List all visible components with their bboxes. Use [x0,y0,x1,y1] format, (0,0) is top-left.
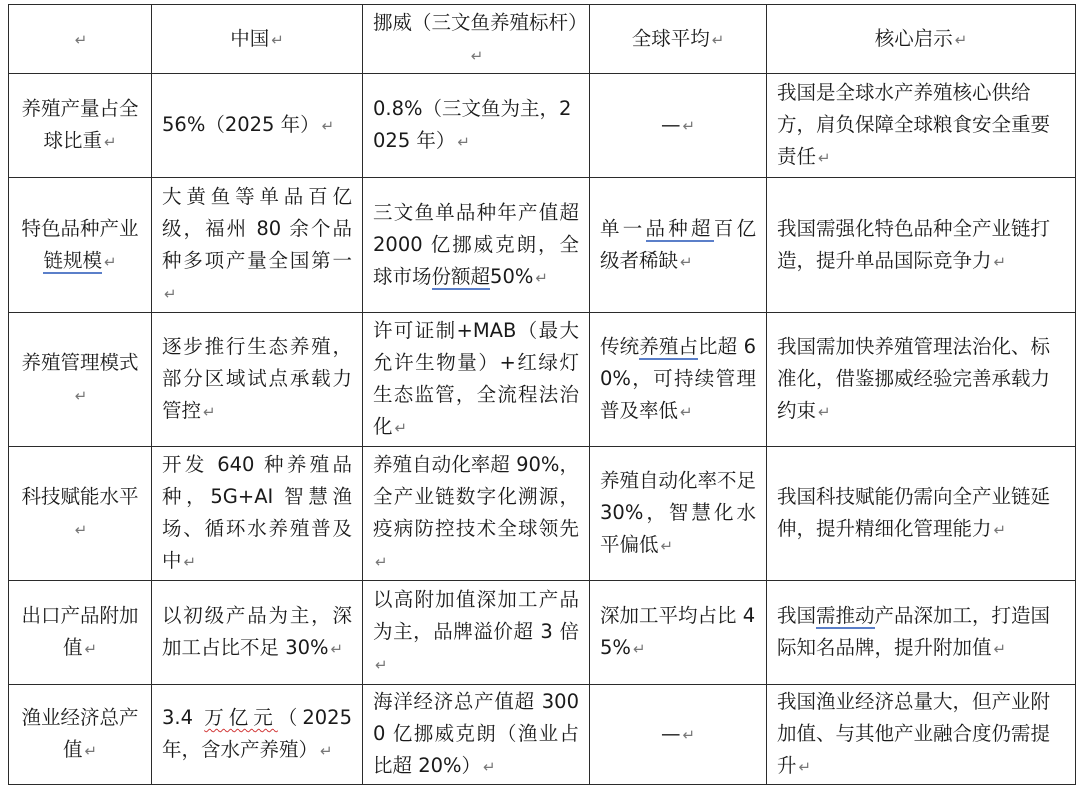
paragraph-mark: ↵ [183,553,197,571]
paragraph-mark: ↵ [330,640,344,658]
cell-insight: 我国科技赋能仍需向全产业链延伸，提升精细化管理能力 ↵ [767,447,1076,581]
cell-norway: 许可证制+MAB（最大允许生物量）+红绿灯生态监管，全流程法治化 ↵ [363,313,590,447]
paragraph-mark: ↵ [203,403,216,421]
cell-norway: 养殖自动化率超 90%，全产业链数字化溯源，疫病防控技术全球领先↵ [363,447,590,581]
paragraph-mark: ↵ [84,640,98,658]
cell-norway: 0.8%（三文鱼为主，2025 年） ↵ [363,74,590,178]
paragraph-mark: ↵ [798,758,812,776]
paragraph-mark: ↵ [993,521,1007,539]
paragraph-mark: ↵ [320,742,333,760]
cell-insight: 我国渔业经济总量大，但产业附加值、与其他产业融合度仍需提升 ↵ [767,685,1076,785]
paragraph-mark: ↵ [483,758,496,776]
paragraph-mark: ↵ [103,252,117,271]
table-row [9,447,1076,581]
table-row [9,685,1076,785]
cell-norway: 三文鱼单品种年产值超 2000 亿挪威克朗，全球市场份额超50% ↵ [363,178,590,313]
paragraph-mark: ↵ [470,46,484,65]
paragraph-mark: ↵ [993,640,1007,658]
cell-insight: 我国需推动产品深加工，打造国际知名品牌，提升附加值 ↵ [767,581,1076,685]
cell-insight: 我国需强化特色品种全产业链打造，提升单品国际竞争力 ↵ [767,178,1076,313]
cell-china: 逐步推行生态养殖，部分区域试点承载力管控 ↵ [152,313,363,447]
header-norway: 挪威（三文鱼养殖标杆）↵ [363,5,590,74]
paragraph-mark: ↵ [660,537,674,555]
table-header-row [9,5,1076,74]
cell-global: 单一品种超百亿级者稀缺 ↵ [590,178,767,313]
paragraph-mark: ↵ [954,30,968,49]
header-core-insight: 核心启示 ↵ [767,5,1076,74]
table-row [9,581,1076,685]
cell-global: — ↵ [590,74,767,178]
paragraph-mark: ↵ [680,252,693,271]
table-row [9,313,1076,447]
paragraph-mark: ↵ [375,656,388,674]
row-label-total-output: 渔业经济总产值 ↵ [9,685,152,785]
paragraph-mark: ↵ [818,149,831,167]
cell-china: 3.4 万亿元（2025 年，含水产养殖） ↵ [152,685,363,785]
paragraph-mark: ↵ [457,133,470,151]
paragraph-mark: ↵ [818,403,831,421]
paragraph-mark: ↵ [375,553,388,571]
row-label-export-value: 出口产品附加值 ↵ [9,581,152,685]
paragraph-mark: ↵ [394,419,408,437]
header-global-average: 全球平均 ↵ [590,5,767,74]
paragraph-mark: ↵ [711,30,725,49]
paragraph-mark: ↵ [74,521,88,539]
table-row [9,178,1076,313]
paragraph-mark: ↵ [682,117,696,135]
paragraph-mark: ↵ [680,403,693,421]
cell-norway: 以高附加值深加工产品为主，品牌溢价超 3 倍↵ [363,581,590,685]
row-label-tech-level: 科技赋能水平↵ [9,447,152,581]
paragraph-mark: ↵ [74,387,88,405]
cell-global: 深加工平均占比 45% ↵ [590,581,767,685]
paragraph-mark: ↵ [993,252,1007,271]
paragraph-mark: ↵ [271,30,284,49]
header-corner-cell [9,5,152,74]
cell-global: 传统养殖占比超 60%，可持续管理普及率低 ↵ [590,313,767,447]
row-label-management-mode: 养殖管理模式↵ [9,313,152,447]
cell-insight: 我国是全球水产养殖核心供给方，肩负保障全球粮食安全重要责任 ↵ [767,74,1076,178]
row-label-specialty-scale: 特色品种产业链规模 ↵ [9,178,152,313]
paragraph-mark: ↵ [632,640,646,658]
cell-china: 56%（2025 年） ↵ [152,74,363,178]
cell-china: 大黄鱼等单品百亿级，福州 80 余个品种多项产量全国第一↵ [152,178,363,313]
paragraph-mark: ↵ [74,30,88,49]
cell-global: — ↵ [590,685,767,785]
paragraph-mark: ↵ [84,742,98,760]
cell-china: 以初级产品为主，深加工占比不足 30% ↵ [152,581,363,685]
cell-norway: 海洋经济总产值超 3000 亿挪威克朗（渔业占比超 20%） ↵ [363,685,590,785]
comparison-table [8,4,1076,785]
paragraph-mark: ↵ [682,726,696,744]
cell-global: 养殖自动化率不足 30%，智慧化水平偏低 ↵ [590,447,767,581]
paragraph-mark: ↵ [103,133,117,151]
paragraph-mark: ↵ [321,117,335,135]
row-label-share: 养殖产量占全球比重 ↵ [9,74,152,178]
paragraph-mark: ↵ [164,284,177,303]
table-row [9,74,1076,178]
paragraph-mark: ↵ [535,268,548,287]
header-china: 中国 ↵ [152,5,363,74]
cell-insight: 我国需加快养殖管理法治化、标准化，借鉴挪威经验完善承载力约束 ↵ [767,313,1076,447]
cell-china: 开发 640 种养殖品种，5G+AI 智慧渔场、循环水养殖普及中 ↵ [152,447,363,581]
